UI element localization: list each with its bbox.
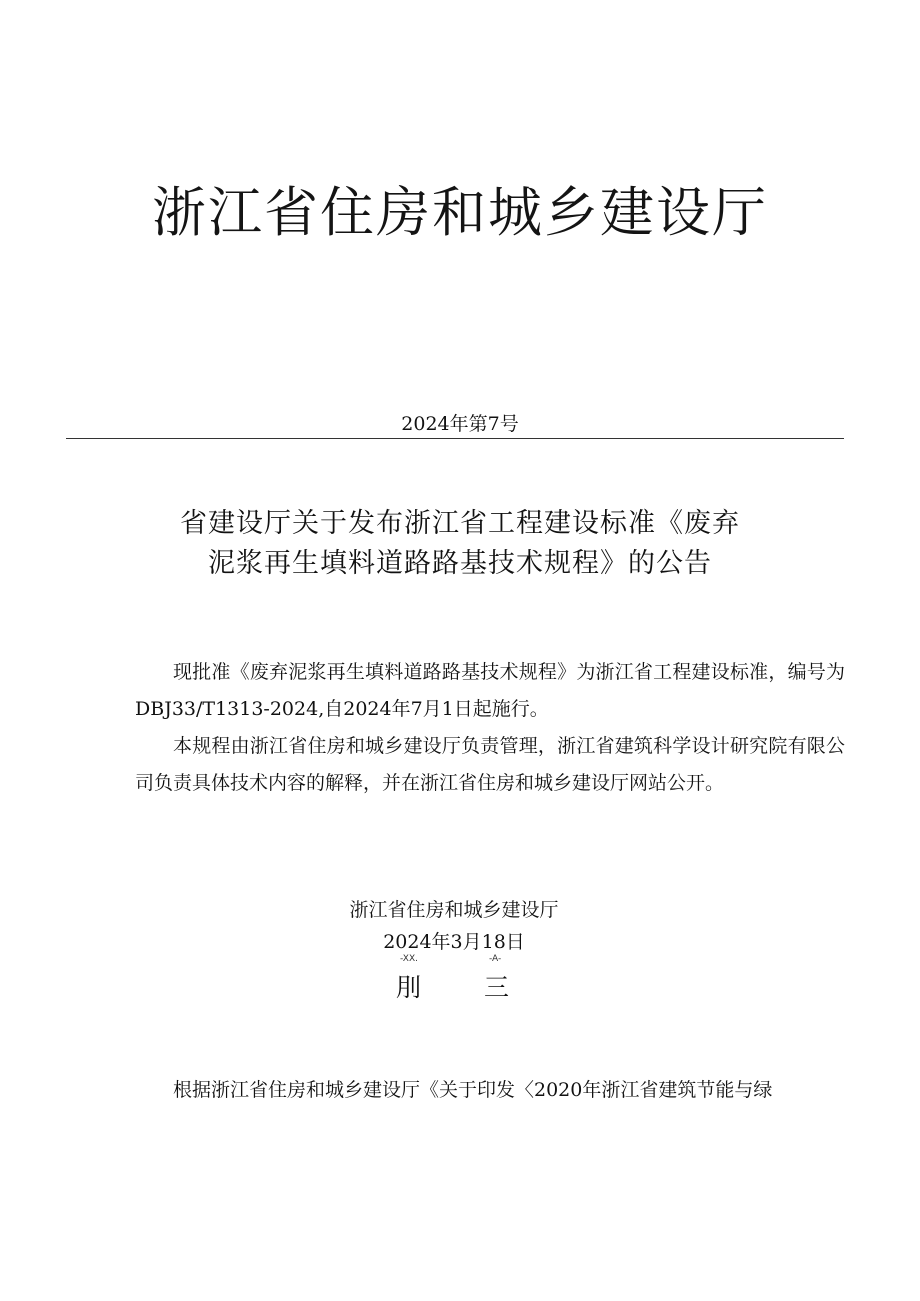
notice-body — [135, 654, 845, 802]
preface-heading-right: 三 — [484, 973, 510, 1002]
document-number: 2024年第7号 — [401, 413, 519, 435]
preface-first-line: 根据浙江省住房和城乡建设厅《关于印发〈2020年浙江省建筑节能与绿 — [173, 1079, 773, 1101]
issuer-title: 浙江省住房和城乡建设厅 — [152, 181, 768, 244]
header-divider — [66, 438, 844, 439]
notice-title-line-2: 泥浆再生填料道路路基技术规程》的公告 — [208, 548, 712, 579]
body-paragraph-2: 本规程由浙江省住房和城乡建设厅负责管理，浙江省建筑科学设计研究院有限公司负责具体技术内容的解释，并在浙江省住房和城乡建设厅网站公开。 — [135, 735, 845, 794]
signature-org: 浙江省住房和城乡建设厅 — [349, 899, 559, 921]
signature-block — [0, 894, 908, 958]
preface-heading — [0, 968, 920, 1008]
body-paragraph-1: 现批准《废弃泥浆再生填料道路路基技术规程》为浙江省工程建设标准，编号为DBJ33/T1313-2024,自2024年7月1日起施行。 — [135, 661, 845, 720]
notice-title — [0, 504, 920, 584]
preface-heading-left: 刖 — [396, 973, 422, 1002]
preface-heading-marks — [0, 954, 920, 968]
preface-mark-left: -XX. — [400, 954, 418, 964]
notice-title-line-1: 省建设厅关于发布浙江省工程建设标准《废弃 — [180, 508, 740, 539]
preface-mark-right: -A- — [489, 954, 502, 964]
signature-date: 2024年3月18日 — [383, 931, 525, 953]
